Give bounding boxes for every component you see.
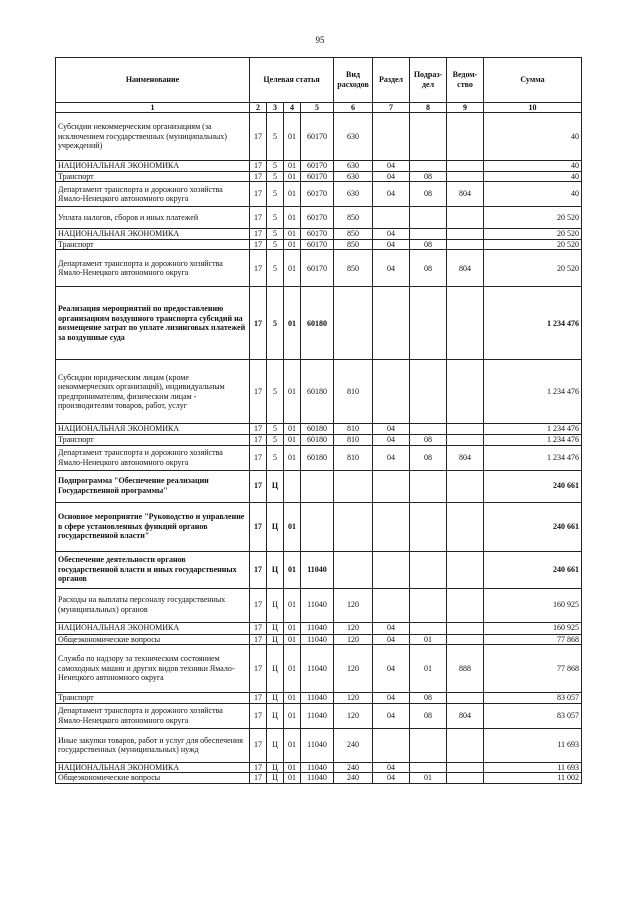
target-program-cell: 17	[250, 182, 267, 207]
target-subprogram-cell: Ц	[267, 773, 284, 784]
amount-cell: 83 057	[484, 693, 582, 704]
row-name-cell: НАЦИОНАЛЬНАЯ ЭКОНОМИКА	[56, 229, 250, 240]
section-cell	[373, 728, 410, 762]
column-number: 10	[484, 103, 582, 113]
row-name-cell: Подпрограмма "Обеспечение реализации Государственной программы"	[56, 470, 250, 502]
amount-cell: 240 661	[484, 551, 582, 588]
target-event-cell: 01	[284, 229, 301, 240]
column-number: 7	[373, 103, 410, 113]
column-number: 4	[284, 103, 301, 113]
target-event-cell: 01	[284, 360, 301, 424]
table-row	[56, 207, 582, 229]
section-cell: 04	[373, 634, 410, 645]
row-name-cell: Иные закупки товаров, работ и услуг для обеспечения государственных (муниципальных) нужд	[56, 728, 250, 762]
target-program-cell: 17	[250, 470, 267, 502]
expense-type-cell: 850	[334, 207, 373, 229]
header-name: Наименование	[56, 58, 250, 103]
row-name-cell: Служба по надзору за техническим состоянием самоходных машин и других видов техники Ямало-Ненецкого автономного округа	[56, 645, 250, 693]
amount-cell: 11 693	[484, 728, 582, 762]
target-subprogram-cell: Ц	[267, 502, 284, 551]
column-number: 3	[267, 103, 284, 113]
subsection-cell	[410, 207, 447, 229]
target-program-cell: 17	[250, 728, 267, 762]
table-row	[56, 424, 582, 435]
row-name-cell: Обеспечение деятельности органов государственной власти и иных государственных органов	[56, 551, 250, 588]
department-cell	[447, 588, 484, 622]
target-event-cell: 01	[284, 622, 301, 634]
department-cell	[447, 360, 484, 424]
expense-type-cell: 850	[334, 229, 373, 240]
expense-type-cell: 630	[334, 113, 373, 161]
target-program-cell: 17	[250, 207, 267, 229]
target-event-cell: 01	[284, 434, 301, 445]
amount-cell: 20 520	[484, 229, 582, 240]
header-row	[56, 58, 582, 103]
target-direction-cell: 60170	[301, 161, 334, 172]
subsection-cell: 01	[410, 645, 447, 693]
target-program-cell: 17	[250, 239, 267, 250]
target-subprogram-cell: 5	[267, 207, 284, 229]
table-row	[56, 113, 582, 161]
target-direction-cell: 11040	[301, 693, 334, 704]
target-subprogram-cell: Ц	[267, 634, 284, 645]
target-direction-cell: 60170	[301, 171, 334, 182]
target-subprogram-cell: 5	[267, 171, 284, 182]
section-cell	[373, 360, 410, 424]
table-row	[56, 171, 582, 182]
target-direction-cell: 11040	[301, 773, 334, 784]
section-cell: 04	[373, 645, 410, 693]
target-event-cell: 01	[284, 762, 301, 773]
expense-type-cell	[334, 287, 373, 360]
subsection-cell: 08	[410, 445, 447, 470]
page-number: 95	[315, 35, 325, 45]
target-direction-cell: 11040	[301, 703, 334, 728]
target-event-cell: 01	[284, 182, 301, 207]
target-subprogram-cell: 5	[267, 113, 284, 161]
target-program-cell: 17	[250, 161, 267, 172]
target-event-cell: 01	[284, 239, 301, 250]
target-program-cell: 17	[250, 250, 267, 287]
target-direction-cell: 60170	[301, 250, 334, 287]
target-subprogram-cell: Ц	[267, 703, 284, 728]
amount-cell: 160 925	[484, 622, 582, 634]
expense-type-cell	[334, 551, 373, 588]
row-name-cell: Транспорт	[56, 693, 250, 704]
target-subprogram-cell: Ц	[267, 588, 284, 622]
subsection-cell: 08	[410, 171, 447, 182]
row-name-cell: НАЦИОНАЛЬНАЯ ЭКОНОМИКА	[56, 161, 250, 172]
target-subprogram-cell: Ц	[267, 645, 284, 693]
target-program-cell: 17	[250, 445, 267, 470]
budget-table	[55, 57, 582, 784]
target-program-cell: 17	[250, 645, 267, 693]
subsection-cell	[410, 551, 447, 588]
table-row	[56, 502, 582, 551]
header-amount: Сумма	[484, 58, 582, 103]
department-cell	[447, 762, 484, 773]
section-cell: 04	[373, 773, 410, 784]
amount-cell: 1 234 476	[484, 424, 582, 435]
expense-type-cell: 810	[334, 360, 373, 424]
department-cell	[447, 171, 484, 182]
target-event-cell: 01	[284, 207, 301, 229]
subsection-cell: 08	[410, 693, 447, 704]
target-subprogram-cell: 5	[267, 250, 284, 287]
department-cell: 804	[447, 445, 484, 470]
target-program-cell: 17	[250, 703, 267, 728]
section-cell: 04	[373, 171, 410, 182]
table-row	[56, 622, 582, 634]
target-subprogram-cell: Ц	[267, 622, 284, 634]
subsection-cell: 08	[410, 703, 447, 728]
row-name-cell: НАЦИОНАЛЬНАЯ ЭКОНОМИКА	[56, 424, 250, 435]
target-subprogram-cell: 5	[267, 360, 284, 424]
target-program-cell: 17	[250, 588, 267, 622]
section-cell: 04	[373, 250, 410, 287]
target-event-cell: 01	[284, 287, 301, 360]
row-name-cell: Общеэкономические вопросы	[56, 773, 250, 784]
target-subprogram-cell: Ц	[267, 728, 284, 762]
target-direction-cell: 60170	[301, 113, 334, 161]
expense-type-cell: 630	[334, 171, 373, 182]
table-row	[56, 182, 582, 207]
expense-type-cell: 120	[334, 622, 373, 634]
table-row	[56, 229, 582, 240]
target-direction-cell: 11040	[301, 645, 334, 693]
table-row	[56, 762, 582, 773]
subsection-cell: 08	[410, 182, 447, 207]
subsection-cell	[410, 588, 447, 622]
amount-cell: 160 925	[484, 588, 582, 622]
expense-type-cell: 120	[334, 645, 373, 693]
target-direction-cell: 60180	[301, 424, 334, 435]
row-name-cell: Уплата налогов, сборов и иных платежей	[56, 207, 250, 229]
subsection-cell: 01	[410, 773, 447, 784]
subsection-cell	[410, 622, 447, 634]
amount-cell: 40	[484, 182, 582, 207]
amount-cell: 77 868	[484, 634, 582, 645]
subsection-cell	[410, 161, 447, 172]
target-program-cell: 17	[250, 634, 267, 645]
target-subprogram-cell: 5	[267, 434, 284, 445]
amount-cell: 40	[484, 171, 582, 182]
table-row	[56, 693, 582, 704]
target-direction-cell: 60170	[301, 229, 334, 240]
target-event-cell: 01	[284, 645, 301, 693]
section-cell: 04	[373, 161, 410, 172]
subsection-cell: 01	[410, 634, 447, 645]
section-cell	[373, 113, 410, 161]
target-program-cell: 17	[250, 773, 267, 784]
table-row	[56, 239, 582, 250]
row-name-cell: Департамент транспорта и дорожного хозяйства Ямало-Ненецкого автономного округа	[56, 445, 250, 470]
target-event-cell: 01	[284, 703, 301, 728]
target-direction-cell: 11040	[301, 728, 334, 762]
subsection-cell: 08	[410, 239, 447, 250]
table-row	[56, 161, 582, 172]
target-event-cell: 01	[284, 773, 301, 784]
expense-type-cell: 240	[334, 728, 373, 762]
subsection-cell	[410, 229, 447, 240]
target-program-cell: 17	[250, 502, 267, 551]
target-direction-cell: 11040	[301, 551, 334, 588]
target-event-cell	[284, 470, 301, 502]
subsection-cell	[410, 470, 447, 502]
table-row	[56, 470, 582, 502]
header-expense-type: Вид расходов	[334, 58, 373, 103]
target-event-cell: 01	[284, 728, 301, 762]
target-subprogram-cell: 5	[267, 161, 284, 172]
expense-type-cell: 120	[334, 703, 373, 728]
amount-cell: 83 057	[484, 703, 582, 728]
section-cell: 04	[373, 703, 410, 728]
department-cell	[447, 113, 484, 161]
target-event-cell: 01	[284, 250, 301, 287]
department-cell: 888	[447, 645, 484, 693]
subsection-cell	[410, 113, 447, 161]
subsection-cell	[410, 360, 447, 424]
expense-type-cell: 810	[334, 434, 373, 445]
target-subprogram-cell: 5	[267, 445, 284, 470]
department-cell: 804	[447, 182, 484, 207]
target-event-cell: 01	[284, 445, 301, 470]
table-row	[56, 360, 582, 424]
expense-type-cell: 810	[334, 424, 373, 435]
department-cell	[447, 773, 484, 784]
department-cell	[447, 693, 484, 704]
table-row	[56, 287, 582, 360]
section-cell	[373, 287, 410, 360]
row-name-cell: Транспорт	[56, 171, 250, 182]
target-event-cell: 01	[284, 424, 301, 435]
subsection-cell: 08	[410, 434, 447, 445]
expense-type-cell: 630	[334, 182, 373, 207]
section-cell: 04	[373, 445, 410, 470]
department-cell: 804	[447, 250, 484, 287]
expense-type-cell: 240	[334, 762, 373, 773]
header-subsection: Подраз-дел	[410, 58, 447, 103]
expense-type-cell: 810	[334, 445, 373, 470]
target-event-cell: 01	[284, 161, 301, 172]
row-name-cell: НАЦИОНАЛЬНАЯ ЭКОНОМИКА	[56, 762, 250, 773]
target-direction-cell: 60170	[301, 207, 334, 229]
section-cell: 04	[373, 762, 410, 773]
target-subprogram-cell: Ц	[267, 693, 284, 704]
expense-type-cell: 850	[334, 239, 373, 250]
header-department: Ведом-ство	[447, 58, 484, 103]
department-cell	[447, 728, 484, 762]
subsection-cell	[410, 287, 447, 360]
section-cell: 04	[373, 229, 410, 240]
column-number: 1	[56, 103, 250, 113]
section-cell	[373, 207, 410, 229]
section-cell: 04	[373, 424, 410, 435]
column-number: 5	[301, 103, 334, 113]
amount-cell: 240 661	[484, 470, 582, 502]
row-name-cell: Департамент транспорта и дорожного хозяйства Ямало-Ненецкого автономного округа	[56, 250, 250, 287]
amount-cell: 11 693	[484, 762, 582, 773]
table-row	[56, 773, 582, 784]
department-cell	[447, 502, 484, 551]
amount-cell: 11 002	[484, 773, 582, 784]
table-row	[56, 434, 582, 445]
row-name-cell: Субсидии некоммерческим организациям (за исключением государственных (муниципальных) учреждений)	[56, 113, 250, 161]
table-row	[56, 250, 582, 287]
target-subprogram-cell: Ц	[267, 470, 284, 502]
section-cell	[373, 470, 410, 502]
section-cell: 04	[373, 434, 410, 445]
target-program-cell: 17	[250, 171, 267, 182]
column-number: 2	[250, 103, 267, 113]
row-name-cell: Департамент транспорта и дорожного хозяйства Ямало-Ненецкого автономного округа	[56, 182, 250, 207]
target-event-cell: 01	[284, 634, 301, 645]
subsection-cell	[410, 728, 447, 762]
section-cell: 04	[373, 239, 410, 250]
expense-type-cell: 850	[334, 250, 373, 287]
target-direction-cell: 60180	[301, 287, 334, 360]
row-name-cell: Общеэкономические вопросы	[56, 634, 250, 645]
target-direction-cell: 11040	[301, 762, 334, 773]
amount-cell: 20 520	[484, 250, 582, 287]
target-program-cell: 17	[250, 551, 267, 588]
subsection-cell: 08	[410, 250, 447, 287]
target-direction-cell: 60180	[301, 445, 334, 470]
row-name-cell: Транспорт	[56, 239, 250, 250]
department-cell	[447, 424, 484, 435]
table-row	[56, 588, 582, 622]
target-subprogram-cell: 5	[267, 287, 284, 360]
amount-cell: 1 234 476	[484, 287, 582, 360]
table-row	[56, 645, 582, 693]
amount-cell: 40	[484, 113, 582, 161]
header-target: Целевая статья	[250, 58, 334, 103]
target-program-cell: 17	[250, 762, 267, 773]
subsection-cell	[410, 762, 447, 773]
table-row	[56, 634, 582, 645]
section-cell	[373, 588, 410, 622]
target-event-cell: 01	[284, 171, 301, 182]
target-event-cell: 01	[284, 693, 301, 704]
department-cell: 804	[447, 703, 484, 728]
section-cell: 04	[373, 622, 410, 634]
target-program-cell: 17	[250, 622, 267, 634]
target-subprogram-cell: 5	[267, 182, 284, 207]
target-subprogram-cell: 5	[267, 239, 284, 250]
department-cell	[447, 470, 484, 502]
expense-type-cell: 120	[334, 693, 373, 704]
table-body	[56, 113, 582, 784]
amount-cell: 1 234 476	[484, 360, 582, 424]
amount-cell: 240 661	[484, 502, 582, 551]
expense-type-cell: 120	[334, 588, 373, 622]
target-event-cell: 01	[284, 551, 301, 588]
table-row	[56, 445, 582, 470]
section-cell	[373, 502, 410, 551]
section-cell: 04	[373, 693, 410, 704]
target-direction-cell: 60170	[301, 239, 334, 250]
expense-type-cell: 630	[334, 161, 373, 172]
row-name-cell: Основное мероприятие "Руководство и управление в сфере установленных функций органов государственной власти"	[56, 502, 250, 551]
target-subprogram-cell: Ц	[267, 762, 284, 773]
target-subprogram-cell: 5	[267, 229, 284, 240]
row-name-cell: Департамент транспорта и дорожного хозяйства Ямало-Ненецкого автономного округа	[56, 703, 250, 728]
subsection-cell	[410, 424, 447, 435]
target-subprogram-cell: 5	[267, 424, 284, 435]
expense-type-cell: 120	[334, 634, 373, 645]
amount-cell: 77 868	[484, 645, 582, 693]
department-cell	[447, 239, 484, 250]
department-cell	[447, 551, 484, 588]
column-number: 8	[410, 103, 447, 113]
target-program-cell: 17	[250, 113, 267, 161]
target-direction-cell: 11040	[301, 622, 334, 634]
target-event-cell: 01	[284, 113, 301, 161]
row-name-cell: Транспорт	[56, 434, 250, 445]
amount-cell: 40	[484, 161, 582, 172]
target-direction-cell: 11040	[301, 634, 334, 645]
section-cell: 04	[373, 182, 410, 207]
target-program-cell: 17	[250, 229, 267, 240]
expense-type-cell	[334, 470, 373, 502]
table-row	[56, 703, 582, 728]
target-program-cell: 17	[250, 360, 267, 424]
department-cell	[447, 634, 484, 645]
department-cell	[447, 434, 484, 445]
expense-type-cell: 240	[334, 773, 373, 784]
target-subprogram-cell: Ц	[267, 551, 284, 588]
table-row	[56, 728, 582, 762]
table-row	[56, 551, 582, 588]
department-cell	[447, 287, 484, 360]
department-cell	[447, 622, 484, 634]
amount-cell: 1 234 476	[484, 434, 582, 445]
column-number-row	[56, 103, 582, 113]
target-event-cell: 01	[284, 502, 301, 551]
target-direction-cell	[301, 470, 334, 502]
department-cell	[447, 161, 484, 172]
target-program-cell: 17	[250, 287, 267, 360]
row-name-cell: Субсидии юридическим лицам (кроме некоммерческих организаций), индивидуальным предпринимателям, физическим лицам - производителям товаров, работ, услуг	[56, 360, 250, 424]
column-number: 9	[447, 103, 484, 113]
target-program-cell: 17	[250, 424, 267, 435]
target-direction-cell: 60180	[301, 360, 334, 424]
department-cell	[447, 229, 484, 240]
target-program-cell: 17	[250, 434, 267, 445]
row-name-cell: Расходы на выплаты персоналу государственных (муниципальных) органов	[56, 588, 250, 622]
amount-cell: 1 234 476	[484, 445, 582, 470]
target-direction-cell: 60180	[301, 434, 334, 445]
row-name-cell: Реализация мероприятий по предоставлению организациям воздушного транспорта субсидий на возмещение затрат по уплате лизинговых платежей за воздушные суда	[56, 287, 250, 360]
target-direction-cell: 60170	[301, 182, 334, 207]
row-name-cell: НАЦИОНАЛЬНАЯ ЭКОНОМИКА	[56, 622, 250, 634]
target-event-cell: 01	[284, 588, 301, 622]
amount-cell: 20 520	[484, 239, 582, 250]
subsection-cell	[410, 502, 447, 551]
header-section: Раздел	[373, 58, 410, 103]
column-number: 6	[334, 103, 373, 113]
target-direction-cell: 11040	[301, 588, 334, 622]
target-direction-cell	[301, 502, 334, 551]
section-cell	[373, 551, 410, 588]
expense-type-cell	[334, 502, 373, 551]
amount-cell: 20 520	[484, 207, 582, 229]
target-program-cell: 17	[250, 693, 267, 704]
department-cell	[447, 207, 484, 229]
